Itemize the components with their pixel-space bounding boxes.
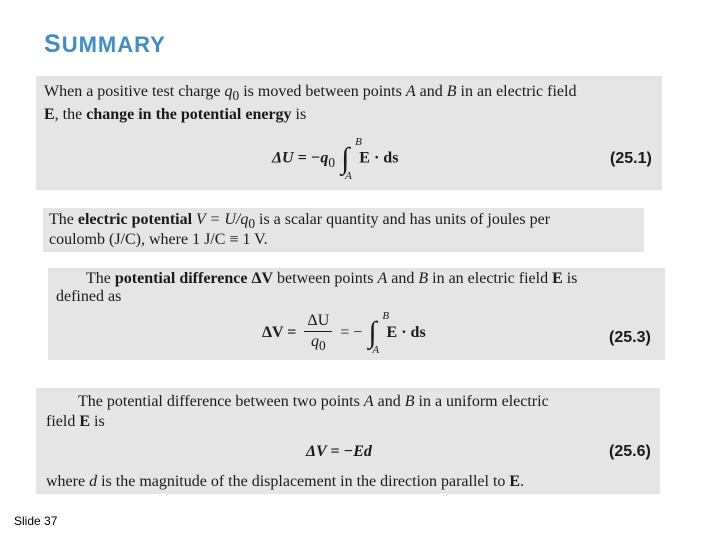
fraction-du-q0: $\frac{\Delta U}{q_0}$ bbox=[304, 312, 332, 354]
box1-text-line1: When a positive test charge $q_0$ is moved between points A and B in an electric field bbox=[44, 83, 577, 104]
box4-text-line1: The potential difference between two points A and B in a uniform electric bbox=[78, 393, 549, 410]
slide-number: Slide 37 bbox=[14, 514, 58, 528]
equation-25-6: ΔV = −Ed bbox=[306, 443, 372, 460]
equation-25-1: $\Delta U = -q_0$ ∫ B A E · ds bbox=[272, 136, 399, 182]
summary-box-electric-potential bbox=[43, 208, 644, 252]
equation-number-25-6: (25.6) bbox=[609, 443, 651, 460]
equation-number-25-1: (25.1) bbox=[610, 150, 652, 167]
summary-box-uniform-field bbox=[36, 388, 660, 494]
box1-text-line2: E, the change in the potential energy is bbox=[44, 106, 307, 123]
integral-sign: ∫ B A bbox=[368, 310, 390, 357]
box4-text-line3: where d is the magnitude of the displacement in the direction parallel to E. bbox=[46, 473, 525, 490]
box3-text-line1: The potential difference ΔV between points A and B in an electric field E is bbox=[86, 270, 578, 287]
summary-box-potential-energy bbox=[36, 76, 662, 190]
equation-25-3: ΔV = $\frac{\Delta U}{q_0}$ = − ∫ B A E · ds bbox=[262, 310, 426, 357]
summary-box-potential-difference bbox=[48, 268, 665, 360]
summary-title: SUMMARY bbox=[44, 30, 166, 58]
box2-text-line1: The electric potential $V = U/q_0$ is a scalar quantity and has units of joules per bbox=[49, 211, 551, 232]
box4-text-line2: field E is bbox=[46, 413, 105, 430]
equation-number-25-3: (25.3) bbox=[609, 329, 651, 346]
box3-text-line2: defined as bbox=[56, 288, 122, 305]
integral-sign: ∫ B A bbox=[341, 136, 362, 182]
box2-text-line2: coulomb (J/C), where 1 J/C ≡ 1 V. bbox=[49, 231, 268, 248]
